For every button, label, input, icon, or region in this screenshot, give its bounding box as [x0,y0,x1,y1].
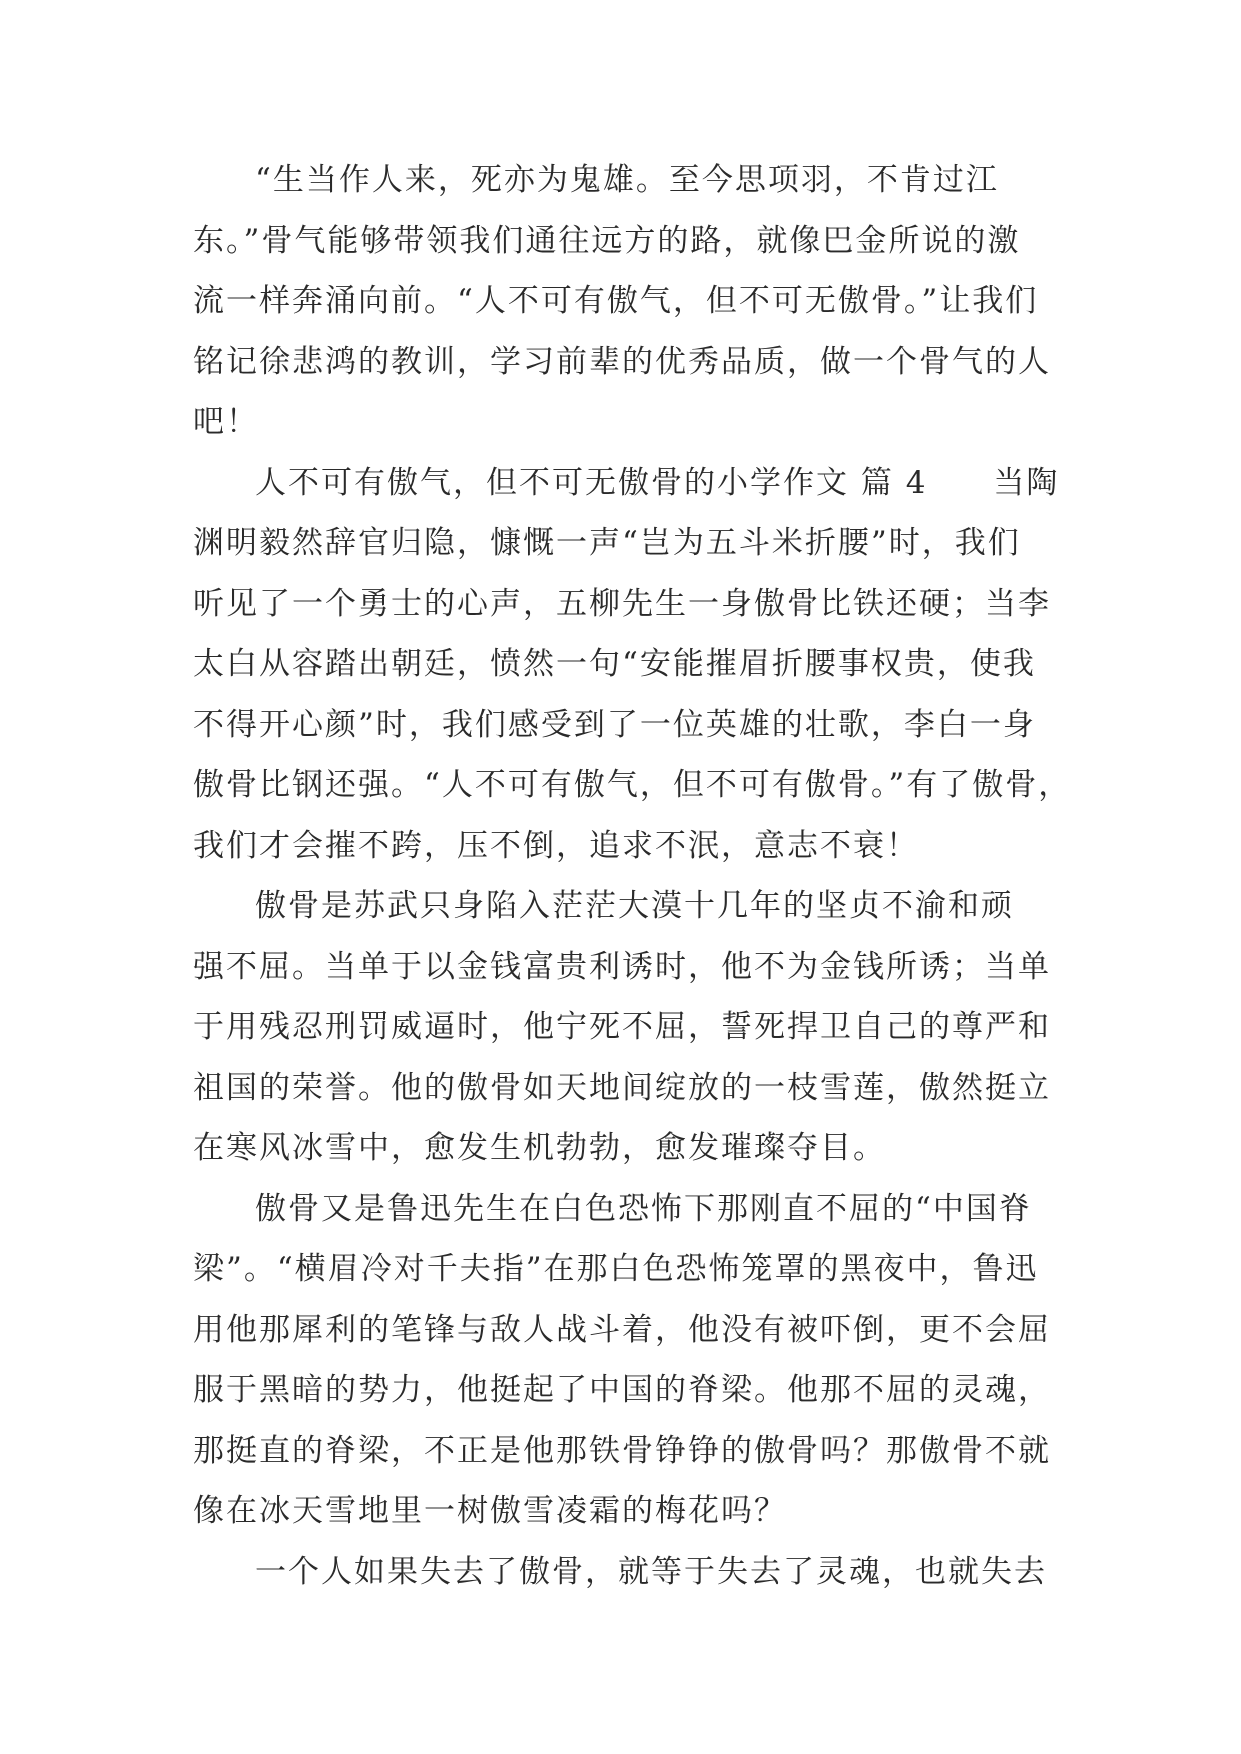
text-line: 太白从容踏出朝廷，愤然一句“安能摧眉折腰事权贵，使我 [193,646,1036,682]
text-line: 在寒风冰雪中，愈发生机勃勃，愈发璀璨夺目。 [193,1130,886,1166]
text-line: 我们才会摧不跨，压不倒，追求不泯，意志不衰！ [193,827,919,864]
text-line: 像在冰天雪地里一树傲雪凌霜的梅花吗？ [193,1493,787,1529]
text-line: 梁”。“横眉冷对千夫指”在那白色恐怖笼罩的黑夜中，鲁迅 [193,1251,1039,1287]
text-line: 傲骨又是鲁迅先生在白色恐怖下那刚直不屈的“中国脊 [255,1190,1032,1227]
text-line: “生当作人来，死亦为鬼雄。至今思项羽，不肯过江 [255,162,999,198]
text-line: 傲骨是苏武只身陷入茫茫大漠十几年的坚贞不渝和顽 [255,888,1014,924]
paragraph-3 [193,876,1073,1179]
text-line: 不得开心颜”时，我们感受到了一位英雄的壮歌，李白一身 [193,706,1036,743]
paragraph-2 [193,453,1073,877]
text-line: 听见了一个勇士的心声，五柳先生一身傲骨比铁还硬；当李 [193,585,1051,622]
text-line: 渊明毅然辞官归隐，慷慨一声“岂为五斗米折腰”时，我们 [193,525,1021,561]
paragraph-1 [193,150,1073,453]
text-line: 傲骨比钢还强。“人不可有傲气，但不可有傲骨。”有了傲骨， [193,767,1072,803]
text-line: 吧！ [193,404,259,440]
text-line: 强不屈。当单于以金钱富贵利诱时，他不为金钱所诱；当单 [193,948,1051,985]
text-line: 服于黑暗的势力，他挺起了中国的脊梁。他那不屈的灵魂， [193,1372,1051,1408]
text-line: 流一样奔涌向前。“人不可有傲气，但不可无傲骨。”让我们 [193,283,1039,319]
text-line: 那挺直的脊梁，不正是他那铁骨铮铮的傲骨吗？那傲骨不就 [193,1432,1051,1469]
text-line: 用他那犀利的笔锋与敌人战斗着，他没有被吓倒，更不会屈 [193,1311,1051,1348]
text-line: 一个人如果失去了傲骨，就等于失去了灵魂，也就失去 [255,1553,1047,1590]
text-line: 于用残忍刑罚威逼时，他宁死不屈，誓死捍卫自己的尊严和 [193,1009,1051,1045]
paragraph-5 [193,1542,1073,1603]
paragraph-4 [193,1179,1073,1542]
text-line: 祖国的荣誉。他的傲骨如天地间绽放的一枝雪莲，傲然挺立 [193,1069,1051,1106]
text-line: 东。”骨气能够带领我们通往远方的路，就像巴金所说的激 [193,222,1021,259]
document-body [193,150,1073,1602]
text-line: 铭记徐悲鸿的教训，学习前辈的优秀品质，做一个骨气的人 [193,343,1051,380]
text-line: 人不可有傲气，但不可无傲骨的小学作文 篇 4 当陶 [255,464,1060,501]
